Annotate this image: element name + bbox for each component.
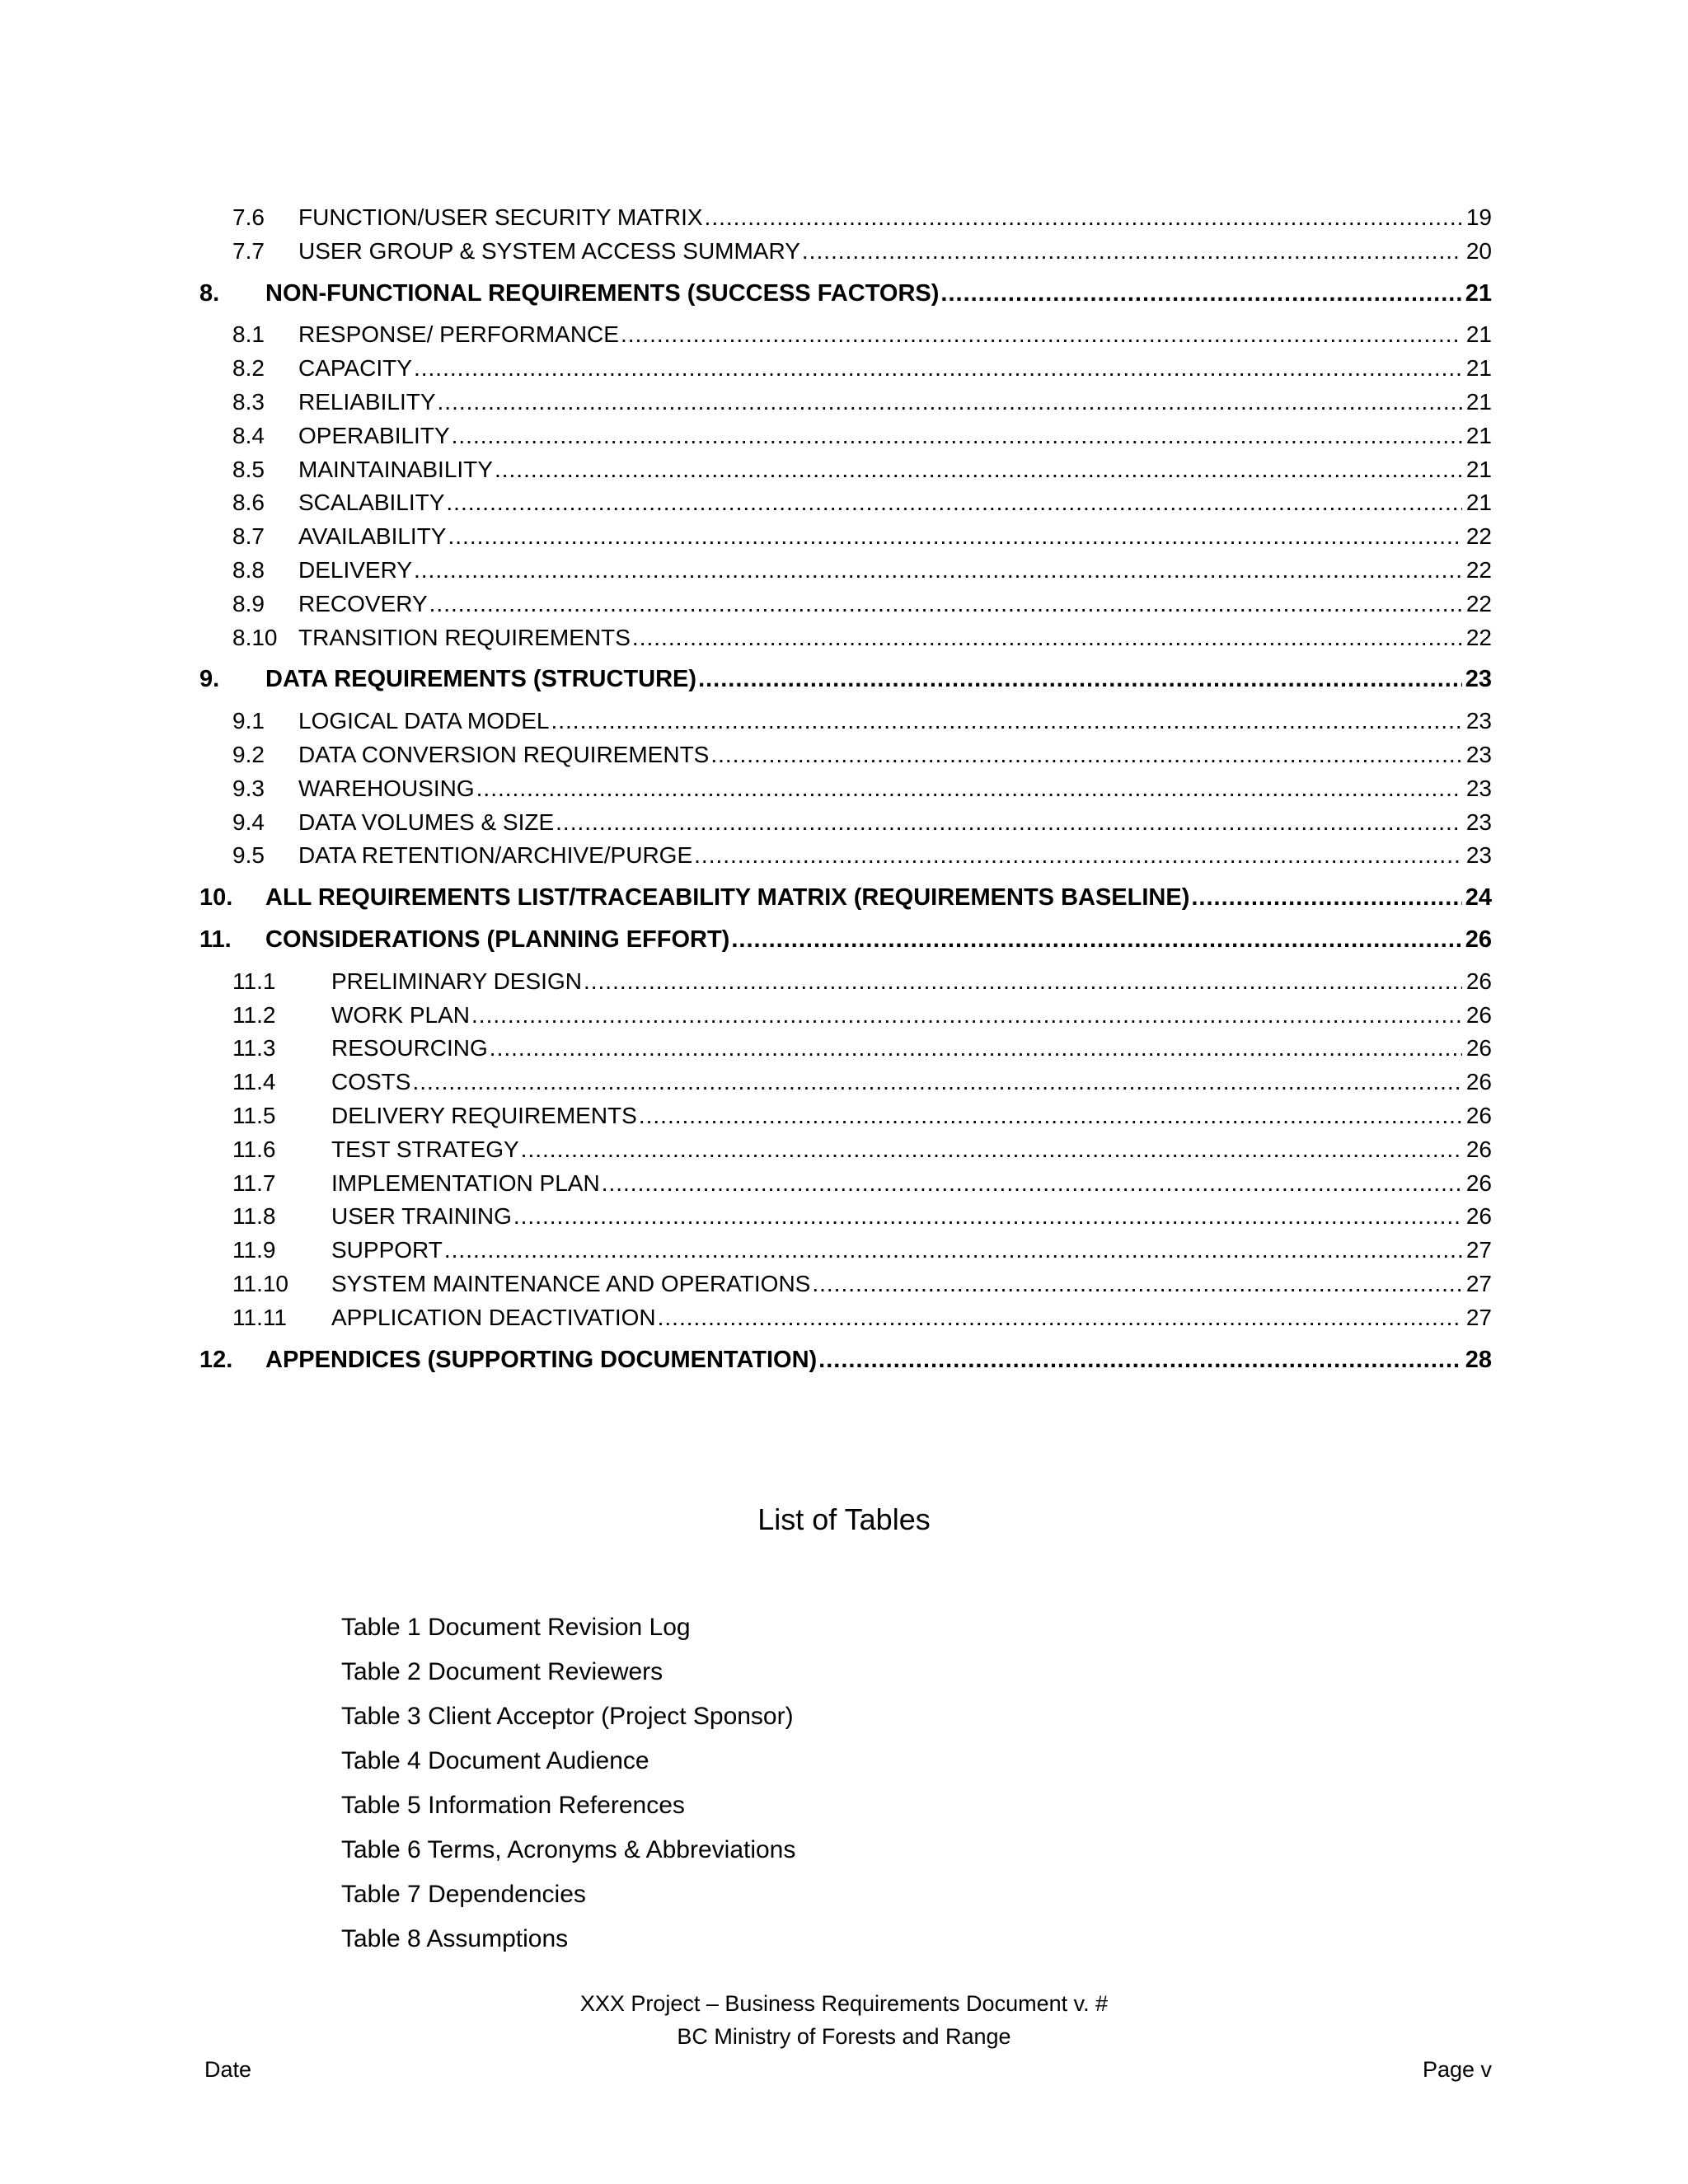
toc-entry-page: 23 — [1465, 741, 1492, 767]
toc-dot-leader — [632, 621, 1462, 655]
toc-entry-title: CAPACITY — [298, 355, 412, 382]
toc-entry-number: 11.7 — [232, 1169, 276, 1196]
toc-subsection-entry[interactable] — [199, 588, 1492, 621]
toc-entry-title: DATA VOLUMES & SIZE — [298, 808, 555, 835]
toc-entry-page: 21 — [1465, 422, 1492, 448]
toc-section-entry[interactable] — [199, 881, 1492, 915]
toc-section-entry[interactable] — [199, 277, 1492, 311]
list-of-tables-item[interactable]: Table 8 Assumptions — [341, 1925, 569, 1952]
toc-subsection-entry[interactable] — [199, 235, 1492, 269]
toc-dot-leader — [446, 486, 1462, 520]
toc-entry-number: 11.3 — [232, 1035, 276, 1062]
toc-dot-leader — [639, 1099, 1462, 1133]
toc-subsection-entry[interactable] — [199, 839, 1492, 873]
toc-dot-leader — [429, 588, 1462, 621]
toc-subsection-entry[interactable] — [199, 318, 1492, 352]
table-of-contents — [199, 201, 1492, 1385]
toc-entry-number: 11. — [199, 926, 232, 953]
toc-entry-page: 21 — [1465, 279, 1492, 307]
toc-entry-number: 9.4 — [232, 808, 265, 835]
footer-organization: BC Ministry of Forests and Range — [677, 2024, 1011, 2049]
toc-entry-title: OPERABILITY — [298, 422, 450, 448]
toc-subsection-entry[interactable] — [199, 1268, 1492, 1301]
list-of-tables-item[interactable]: Table 4 Document Audience — [341, 1747, 649, 1774]
toc-dot-leader — [818, 1343, 1462, 1377]
toc-dot-leader — [448, 520, 1462, 554]
toc-entry-title: WAREHOUSING — [298, 775, 475, 801]
toc-dot-leader — [513, 1200, 1462, 1234]
toc-entry-title: DELIVERY — [298, 556, 412, 583]
toc-dot-leader — [621, 318, 1462, 352]
toc-dot-leader — [452, 419, 1462, 453]
toc-section-entry[interactable] — [199, 1343, 1492, 1377]
toc-entry-number: 9.1 — [232, 708, 265, 734]
toc-subsection-entry[interactable] — [199, 1066, 1492, 1099]
toc-entry-title: SUPPORT — [331, 1237, 443, 1263]
toc-entry-page: 26 — [1465, 1069, 1492, 1095]
toc-section-entry[interactable] — [199, 923, 1492, 957]
toc-entry-page: 23 — [1465, 775, 1492, 801]
toc-entry-page: 26 — [1465, 1001, 1492, 1028]
toc-entry-number: 11.8 — [232, 1203, 276, 1230]
toc-entry-number: 11.11 — [232, 1304, 287, 1330]
toc-subsection-entry[interactable] — [199, 1301, 1492, 1335]
toc-entry-title: COSTS — [331, 1069, 411, 1095]
toc-entry-page: 21 — [1465, 388, 1492, 415]
toc-subsection-entry[interactable] — [199, 352, 1492, 386]
toc-section-entry[interactable] — [199, 663, 1492, 696]
toc-entry-page: 22 — [1465, 523, 1492, 550]
toc-entry-title: RESOURCING — [331, 1035, 488, 1062]
toc-entry-number: 11.5 — [232, 1102, 276, 1128]
toc-entry-number: 8. — [199, 279, 220, 307]
list-of-tables-item[interactable]: Table 6 Terms, Acronyms & Abbreviations — [341, 1836, 796, 1863]
list-of-tables-item[interactable]: Table 2 Document Reviewers — [341, 1658, 663, 1685]
toc-entry-title: SYSTEM MAINTENANCE AND OPERATIONS — [331, 1270, 811, 1296]
toc-entry-title: USER GROUP & SYSTEM ACCESS SUMMARY — [298, 237, 800, 264]
toc-entry-number: 7.6 — [232, 204, 265, 230]
toc-subsection-entry[interactable] — [199, 738, 1492, 772]
toc-subsection-entry[interactable] — [199, 386, 1492, 419]
toc-dot-leader — [698, 663, 1462, 696]
toc-entry-number: 11.1 — [232, 968, 276, 994]
toc-dot-leader — [412, 1066, 1462, 1099]
toc-entry-number: 7.7 — [232, 237, 265, 264]
list-of-tables-heading: List of Tables — [757, 1502, 931, 1536]
toc-dot-leader — [710, 738, 1462, 772]
toc-dot-leader — [602, 1167, 1462, 1201]
toc-subsection-entry[interactable] — [199, 486, 1492, 520]
toc-entry-number: 8.4 — [232, 422, 265, 448]
toc-subsection-entry[interactable] — [199, 201, 1492, 235]
toc-entry-page: 19 — [1465, 204, 1492, 230]
toc-dot-leader — [495, 453, 1462, 487]
toc-entry-title: USER TRAINING — [331, 1203, 512, 1230]
toc-entry-title: WORK PLAN — [331, 1001, 471, 1028]
toc-dot-leader — [694, 839, 1462, 873]
toc-entry-page: 22 — [1465, 556, 1492, 583]
toc-subsection-entry[interactable] — [199, 965, 1492, 999]
toc-entry-page: 23 — [1465, 808, 1492, 835]
toc-entry-number: 8.10 — [232, 624, 278, 650]
toc-dot-leader — [438, 386, 1462, 419]
toc-entry-title: APPENDICES (SUPPORTING DOCUMENTATION) — [265, 1346, 818, 1373]
toc-entry-title: LOGICAL DATA MODEL — [298, 708, 550, 734]
toc-subsection-entry[interactable] — [199, 419, 1492, 453]
toc-entry-page: 21 — [1465, 490, 1492, 516]
toc-entry-number: 8.2 — [232, 355, 265, 382]
toc-dot-leader — [812, 1268, 1462, 1301]
toc-dot-leader — [584, 965, 1462, 999]
toc-entry-page: 26 — [1465, 926, 1492, 953]
list-of-tables-item[interactable]: Table 7 Dependencies — [341, 1881, 586, 1908]
toc-entry-number: 11.2 — [232, 1001, 276, 1028]
toc-dot-leader — [521, 1133, 1462, 1167]
list-of-tables-item[interactable]: Table 5 Information References — [341, 1792, 685, 1819]
toc-entry-title: CONSIDERATIONS (PLANNING EFFORT) — [265, 926, 730, 953]
toc-dot-leader — [414, 352, 1462, 386]
footer-document-title: XXX Project – Business Requirements Document v. # — [579, 1991, 1109, 2016]
toc-dot-leader — [490, 1032, 1462, 1066]
toc-entry-page: 27 — [1465, 1237, 1492, 1263]
toc-entry-number: 11.4 — [232, 1069, 276, 1095]
toc-entry-number: 8.1 — [232, 321, 265, 348]
toc-entry-title: DATA CONVERSION REQUIREMENTS — [298, 741, 710, 767]
toc-subsection-entry[interactable] — [199, 520, 1492, 554]
toc-entry-number: 10. — [199, 884, 233, 912]
toc-dot-leader — [802, 235, 1462, 269]
toc-entry-page: 22 — [1465, 624, 1492, 650]
toc-subsection-entry[interactable] — [199, 1099, 1492, 1133]
toc-entry-number: 8.3 — [232, 388, 265, 415]
toc-entry-title: PRELIMINARY DESIGN — [331, 968, 582, 994]
toc-dot-leader — [705, 201, 1462, 235]
toc-dot-leader — [731, 923, 1462, 957]
toc-entry-number: 8.6 — [232, 490, 265, 516]
toc-entry-number: 8.7 — [232, 523, 265, 550]
toc-entry-title: FUNCTION/USER SECURITY MATRIX — [298, 204, 703, 230]
toc-entry-page: 21 — [1465, 456, 1492, 482]
footer-date: Date — [204, 2057, 252, 2082]
toc-entry-title: DATA RETENTION/ARCHIVE/PURGE — [298, 842, 693, 869]
toc-dot-leader — [1191, 881, 1462, 915]
toc-entry-title: RELIABILITY — [298, 388, 436, 415]
toc-entry-page: 21 — [1465, 355, 1492, 382]
toc-entry-number: 8.8 — [232, 556, 265, 583]
toc-dot-leader — [556, 806, 1462, 840]
toc-entry-page: 28 — [1465, 1346, 1492, 1373]
toc-entry-number: 11.9 — [232, 1237, 276, 1263]
toc-subsection-entry[interactable] — [199, 999, 1492, 1033]
toc-entry-title: MAINTAINABILITY — [298, 456, 493, 482]
toc-subsection-entry[interactable] — [199, 453, 1492, 487]
toc-entry-page: 26 — [1465, 968, 1492, 994]
toc-entry-title: AVAILABILITY — [298, 523, 447, 550]
toc-entry-title: IMPLEMENTATION PLAN — [331, 1169, 600, 1196]
toc-dot-leader — [476, 772, 1462, 806]
toc-entry-page: 22 — [1465, 590, 1492, 616]
toc-entry-page: 23 — [1465, 842, 1492, 869]
toc-subsection-entry[interactable] — [199, 1032, 1492, 1066]
toc-subsection-entry[interactable] — [199, 806, 1492, 840]
toc-entry-number: 12. — [199, 1346, 233, 1373]
toc-entry-number: 8.9 — [232, 590, 265, 616]
toc-entry-number: 9.2 — [232, 741, 265, 767]
toc-entry-page: 27 — [1465, 1270, 1492, 1296]
toc-entry-number: 11.10 — [232, 1270, 288, 1296]
toc-entry-number: 8.5 — [232, 456, 265, 482]
list-of-tables-item[interactable]: Table 1 Document Revision Log — [341, 1614, 691, 1641]
list-of-tables — [341, 1605, 795, 1961]
toc-entry-title: APPLICATION DEACTIVATION — [331, 1304, 656, 1330]
toc-subsection-entry[interactable] — [199, 1133, 1492, 1167]
toc-subsection-entry[interactable] — [199, 1167, 1492, 1201]
toc-entry-page: 24 — [1465, 884, 1492, 912]
toc-entry-page: 26 — [1465, 1136, 1492, 1162]
toc-entry-title: SCALABILITY — [298, 490, 445, 516]
toc-subsection-entry[interactable] — [199, 772, 1492, 806]
toc-entry-title: TEST STRATEGY — [331, 1136, 519, 1162]
toc-entry-title: DELIVERY REQUIREMENTS — [331, 1102, 637, 1128]
toc-entry-page: 20 — [1465, 237, 1492, 264]
footer-page-number: Page v — [1422, 2057, 1492, 2082]
list-of-tables-item[interactable]: Table 3 Client Acceptor (Project Sponsor) — [341, 1703, 794, 1730]
toc-entry-title: RESPONSE/ PERFORMANCE — [298, 321, 619, 348]
toc-entry-number: 9.3 — [232, 775, 265, 801]
toc-subsection-entry[interactable] — [199, 1234, 1492, 1268]
toc-entry-number: 9. — [199, 666, 220, 693]
toc-entry-page: 26 — [1465, 1102, 1492, 1128]
toc-dot-leader — [414, 554, 1462, 588]
toc-dot-leader — [471, 999, 1462, 1033]
toc-entry-title: ALL REQUIREMENTS LIST/TRACEABILITY MATRIX (REQUIREMENTS BASELINE) — [265, 884, 1190, 912]
toc-entry-page: 26 — [1465, 1169, 1492, 1196]
toc-subsection-entry[interactable] — [199, 621, 1492, 655]
toc-entry-number: 11.6 — [232, 1136, 276, 1162]
toc-entry-title: NON-FUNCTIONAL REQUIREMENTS (SUCCESS FACTORS) — [265, 279, 940, 307]
toc-entry-page: 23 — [1465, 708, 1492, 734]
toc-entry-page: 21 — [1465, 321, 1492, 348]
toc-dot-leader — [551, 705, 1462, 738]
toc-entry-page: 27 — [1465, 1304, 1492, 1330]
toc-entry-title: DATA REQUIREMENTS (STRUCTURE) — [265, 666, 697, 693]
toc-entry-title: RECOVERY — [298, 590, 428, 616]
toc-entry-page: 23 — [1465, 666, 1492, 693]
toc-subsection-entry[interactable] — [199, 705, 1492, 738]
toc-dot-leader — [444, 1234, 1462, 1268]
toc-entry-number: 9.5 — [232, 842, 265, 869]
toc-entry-page: 26 — [1465, 1035, 1492, 1062]
toc-subsection-entry[interactable] — [199, 554, 1492, 588]
toc-dot-leader — [658, 1301, 1462, 1335]
toc-entry-title: TRANSITION REQUIREMENTS — [298, 624, 631, 650]
toc-entry-page: 26 — [1465, 1203, 1492, 1230]
toc-dot-leader — [940, 277, 1462, 311]
toc-subsection-entry[interactable] — [199, 1200, 1492, 1234]
